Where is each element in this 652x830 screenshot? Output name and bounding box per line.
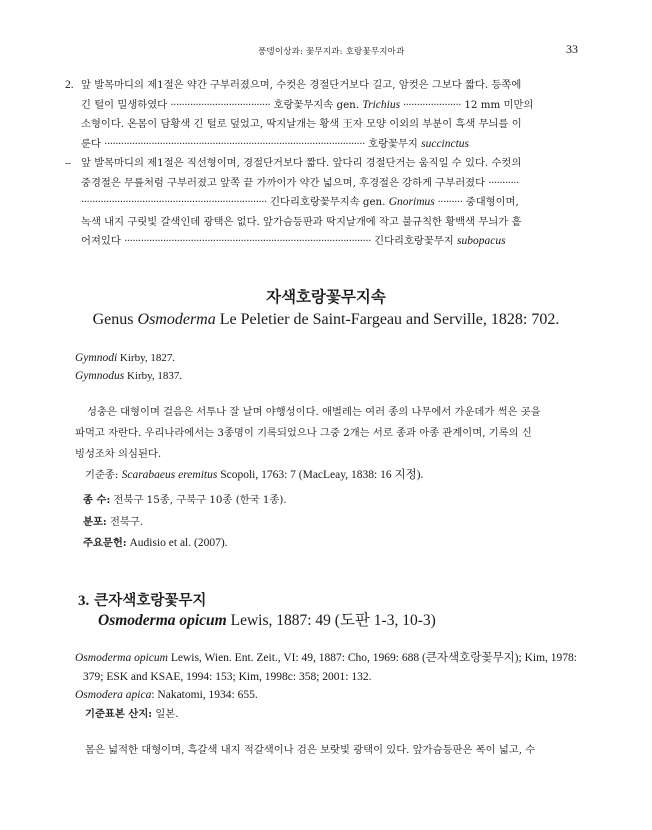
leader-dots: ··········· — [488, 176, 519, 189]
synonym-entry: Gymnodi Kirby, 1827. — [75, 352, 176, 364]
key-alternative-line-2: 중경절은 무릎처럼 구부러졌고 앞쪽 끝 가까이가 약간 넓으며, 후경절은 강하게 구부러졌다 ··········· — [81, 176, 519, 189]
leader-dots: ························································································· — [124, 235, 371, 247]
page-number: 33 — [566, 42, 578, 56]
species-description: 몸은 넓적한 대형이며, 흑갈색 내지 적갈색이나 검은 보랏빛 광택이 있다. 앞가슴등판은 폭이 넓고, 수 — [85, 744, 536, 756]
key-alternative-line-3: ··································································· 긴다리호랑꽃무지속 gen. Gnorimus ········· 중대형이며, — [81, 196, 519, 208]
identification-key — [65, 76, 585, 252]
genus-korean-name: 자색호랑꽃무지속 — [266, 287, 386, 306]
synonymy-entry-continued: 379; ESK and KSAE, 1994: 153; Kim, 1998c: 358; 2001: 132. — [83, 670, 372, 683]
key-alternative-line-5: 어져있다 ························································································· 긴다리호랑꽃무지 subopacus — [81, 235, 506, 247]
species-title: 3. 큰자색호랑꽃무지 — [78, 592, 207, 609]
distribution: 분포: 전북구. — [83, 515, 144, 528]
genus-gnorimus: Gnorimus — [388, 196, 435, 208]
species-korean-name: 큰자색호랑꽃무지 — [89, 592, 207, 609]
genus-synonyms — [75, 349, 182, 385]
synonymy-entry: Osmodera apica: Nakatomi, 1934: 655. — [75, 689, 258, 701]
leader-dots: ········· — [434, 196, 463, 208]
species-succinctus: succinctus — [421, 137, 470, 150]
key-couplet-2-line-2: 긴 털이 밀생하였다 ···································· 호랑꽃무지속 gen. Trichius ····················· 12 mm 미만의 — [81, 98, 534, 111]
key-alternative-line-1: – 앞 발목마디의 제1절은 직선형이며, 경절단거보다 짧다. 앞다리 경절단거는 움직일 수 있다. 수컷의 — [65, 154, 585, 174]
couplet-number: 2. — [65, 79, 74, 91]
key-couplet-2-line-3: 소형이다. 온몸이 담황색 긴 털로 덮었고, 딱지날개는 황색 王자 모양 이외의 부분이 흑색 무늬를 이 — [81, 118, 522, 130]
key-alternative-line-4: 녹색 내지 구릿빛 갈색인데 광택은 없다. 앞가슴등판과 딱지날개에 작고 불규칙한 황백색 무늬가 흩 — [81, 215, 522, 228]
key-couplet-2-line-1: 2. 앞 발목마디의 제1절은 약간 구부러졌으며, 수컷은 경절단거보다 길고, 암컷은 그보다 짧다. 등쪽에 — [65, 76, 585, 96]
species-scientific-name: Osmoderma opicum Lewis, 1887: 49 (도판 1-3, 10-3) — [98, 612, 436, 629]
genus-name-osmoderma: Osmoderma — [137, 311, 216, 328]
genus-scientific-name: Genus Osmoderma Le Peletier de Saint-Fargeau and Serville, 1828: 702. — [92, 311, 560, 328]
type-locality: 기준표본 산지: 일본. — [85, 707, 179, 720]
type-species: 기준종: Scarabaeus eremitus Scopoli, 1763: 7 (MacLeay, 1838: 16 지정). — [85, 469, 424, 481]
species-subopacus: subopacus — [457, 235, 506, 247]
leader-dots: ····················· — [400, 98, 462, 111]
alternative-mark: – — [65, 157, 71, 169]
key-couplet-2-line-4: 룬다 ······························································································ 호랑꽃무지 succinctus — [81, 137, 470, 150]
leader-dots: ··································································· — [81, 196, 267, 208]
genus-trichius: Trichius — [362, 98, 401, 111]
species-heading — [78, 591, 436, 631]
running-header — [0, 42, 652, 58]
leader-dots: ······························································································ — [104, 137, 365, 150]
description-line: 빙성조차 의심된다. — [75, 448, 162, 460]
leader-dots: ···································· — [170, 98, 271, 111]
main-literature: 주요문헌: Audisio et al. (2007). — [83, 537, 228, 549]
synonym-entry: Gymnodus Kirby, 1837. — [75, 370, 183, 382]
synonymy-entry: Osmoderma opicum Lewis, Wien. Ent. Zeit., VI: 49, 1887: Cho, 1969: 688 (큰자색호랑꽃무지); Kim, 1978: — [75, 652, 577, 664]
description-line: 파먹고 자란다. 우리나라에서는 3종명이 기록되었으나 그중 2개는 서로 종과 아종 관계이며, 기록의 신 — [75, 427, 532, 439]
species-count: 종 수: 전북구 15종, 구북구 10종 (한국 1종). — [83, 494, 287, 506]
genus-facts — [83, 490, 287, 555]
description-line: 성충은 대형이며 걸음은 서투나 잘 날며 야행성이다. 애벌레는 여러 종의 나무에서 가운데가 썩은 곳을 — [87, 406, 541, 418]
genus-heading — [0, 285, 652, 329]
running-title: 풍뎅이상과: 꽃무지과: 호랑꽃무지아과 — [258, 47, 405, 57]
species-synonymy — [75, 649, 585, 723]
genus-description — [75, 402, 580, 486]
